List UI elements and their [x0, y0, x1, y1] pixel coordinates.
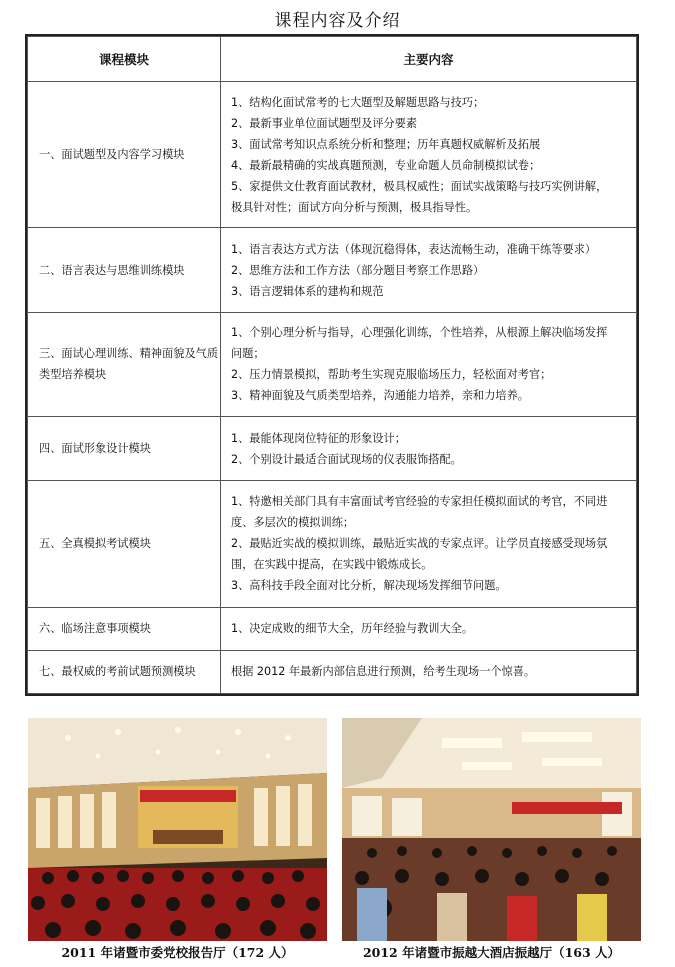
- photo-hall-2012: [342, 718, 641, 941]
- content-line: 2、压力情景模拟，帮助考生实现克服临场压力，轻松面对考官；: [231, 368, 552, 382]
- photo-hall-2011: [28, 718, 327, 941]
- photo-caption-2012: 2012 年诸暨市振越大酒店振越厅（163 人）: [362, 945, 621, 960]
- table-row: [28, 228, 637, 312]
- module-content: [221, 607, 637, 650]
- content-line: 度、多层次的模拟训练；: [231, 516, 355, 530]
- content-line: 5、家提供文仕教育面试教材，极具权威性；面试实战策略与技巧实例讲解，: [231, 179, 608, 193]
- module-name: 一、面试题型及内容学习模块: [28, 82, 221, 228]
- module-name: 六、临场注意事项模块: [28, 607, 221, 650]
- table-row: [28, 82, 637, 228]
- content-line: 围，在实践中提高，在实践中锻炼成长。: [231, 558, 433, 572]
- module-content: [221, 228, 637, 312]
- table-row: [28, 481, 637, 607]
- content-line: 3、语言逻辑体系的建构和规范: [231, 284, 384, 298]
- table-row: [28, 607, 637, 650]
- module-name: 二、语言表达与思维训练模块: [28, 228, 221, 312]
- banner-2012: [512, 802, 622, 814]
- course-table: [25, 34, 639, 696]
- table-row: [28, 312, 637, 416]
- header-module: 课程模块: [28, 37, 221, 82]
- content-line: 极具针对性；面试方向分析与预测，极具指导性。: [231, 200, 478, 214]
- photo-caption-2011: 2011 年诸暨市委党校报告厅（172 人）: [61, 945, 294, 960]
- module-content: [221, 82, 637, 228]
- content-line: 2、思维方法和工作方法（部分题目考察工作思路）: [231, 263, 485, 277]
- content-line: 2、最新事业单位面试题型及评分要素: [231, 116, 418, 130]
- module-content: [221, 650, 637, 693]
- table-row: [28, 650, 637, 693]
- module-name: 三、面试心理训练、精神面貌及气质类型培养模块: [28, 312, 221, 416]
- module-name: 五、全真模拟考试模块: [28, 481, 221, 607]
- content-line: 3、精神面貌及气质类型培养，沟通能力培养，亲和力培养。: [231, 389, 529, 403]
- content-line: 2、最贴近实战的模拟训练，最贴近实战的专家点评。让学员直接感受现场氛: [231, 537, 608, 551]
- page-title: 课程内容及介绍: [274, 11, 401, 31]
- content-line: 1、决定成败的细节大全，历年经验与教训大全。: [231, 622, 474, 636]
- header-content: 主要内容: [221, 37, 637, 82]
- content-line: 问题；: [231, 347, 265, 361]
- content-line: 3、面试常考知识点系统分析和整理；历年真题权威解析及拓展: [231, 137, 541, 151]
- content-line: 1、语言表达方式方法（体现沉稳得体，表达流畅生动，准确干练等要求）: [231, 242, 597, 256]
- content-line: 4、最新最精确的实战真题预测，专业命题人员命制模拟试卷；: [231, 158, 541, 172]
- module-content: [221, 417, 637, 481]
- module-content: [221, 481, 637, 607]
- module-name: 四、面试形象设计模块: [28, 417, 221, 481]
- content-line: 1、最能体现岗位特征的形象设计；: [231, 431, 406, 445]
- content-line: 3、高科技手段全面对比分析，解决现场发挥细节问题。: [231, 579, 507, 593]
- content-line: 1、个别心理分析与指导，心理强化训练，个性培养，从根源上解决临场发挥: [231, 326, 608, 340]
- content-line: 根据 2012 年最新内部信息进行预测，给考生现场一个惊喜。: [231, 665, 536, 679]
- module-content: [221, 312, 637, 416]
- content-line: 1、特邀相关部门具有丰富面试考官经验的专家担任模拟面试的考官，不同进: [231, 495, 608, 509]
- banner-2011: [140, 790, 236, 802]
- module-name: 七、最权威的考前试题预测模块: [28, 650, 221, 693]
- table-row: [28, 417, 637, 481]
- table-header-row: [28, 37, 637, 82]
- content-line: 2、个别设计最适合面试现场的仪表服饰搭配。: [231, 452, 462, 466]
- content-line: 1、结构化面试常考的七大题型及解题思路与技巧；: [231, 95, 485, 109]
